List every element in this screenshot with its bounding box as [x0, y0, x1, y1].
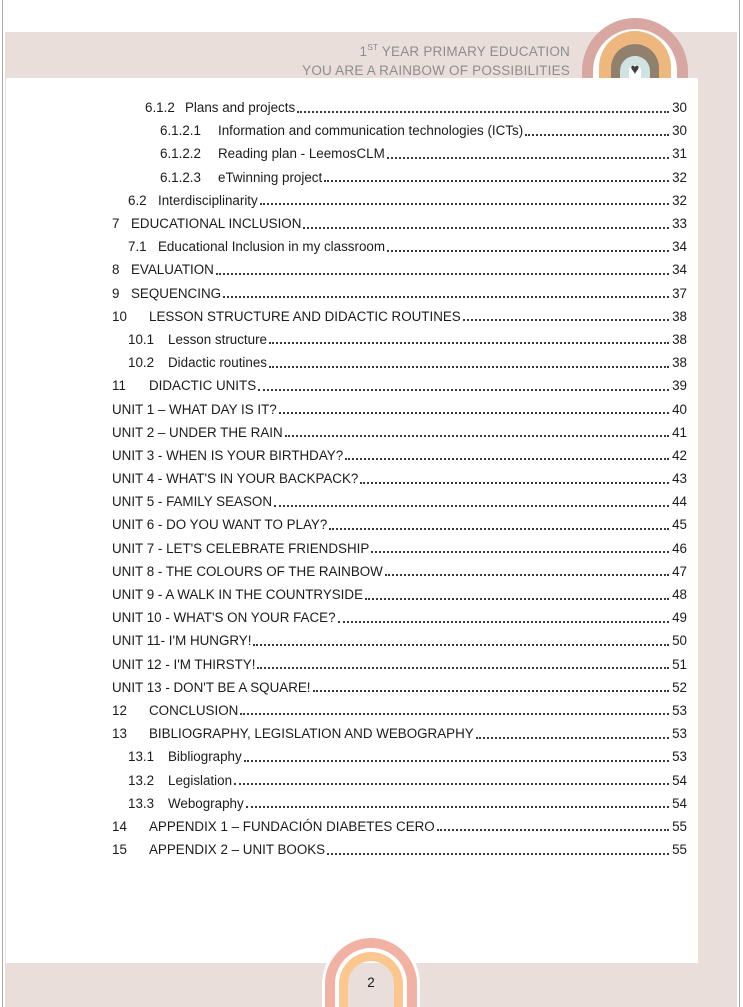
page-edge-right	[739, 0, 740, 1007]
heart-icon: ♥	[630, 61, 640, 78]
toc-entry-title: Bibliography	[168, 749, 242, 765]
toc-entry-page: 38	[672, 331, 687, 347]
toc-entry-title: APPENDIX 1 – FUNDACIÓN DIABETES CERO	[149, 818, 435, 834]
toc-entry-page: 51	[672, 656, 687, 672]
toc-entry-page: 46	[672, 540, 687, 556]
toc-entry-title: UNIT 10 - WHAT'S ON YOUR FACE?	[112, 610, 336, 626]
toc-entry-title: BIBLIOGRAPHY, LEGISLATION AND WEBOGRAPHY	[149, 726, 474, 742]
toc-entry-number: 6.1.2.2	[160, 146, 201, 162]
toc-entry-number: 9	[112, 285, 120, 301]
dot-leader	[274, 505, 669, 507]
toc-entry[interactable]	[112, 328, 687, 351]
dot-leader	[269, 366, 669, 368]
toc-entry-page: 48	[672, 587, 687, 603]
toc-entry[interactable]	[112, 792, 687, 815]
toc-entry-page: 55	[672, 842, 687, 858]
toc-entry[interactable]	[112, 166, 687, 189]
toc-entry-page: 44	[672, 494, 687, 510]
toc-entry[interactable]	[112, 768, 687, 791]
toc-entry-page: 33	[672, 216, 687, 232]
header-title-line2: YOU ARE A RAINBOW OF POSSIBILITIES	[302, 62, 570, 78]
toc-entry[interactable]	[112, 467, 687, 490]
header-title-line1	[302, 38, 570, 62]
dot-leader	[253, 644, 669, 646]
toc-entry-number: 14	[112, 818, 127, 834]
toc-entry-page: 54	[672, 795, 687, 811]
toc-entry-number: 10.1	[128, 331, 155, 347]
toc-entry[interactable]	[112, 374, 687, 397]
toc-entry-page: 38	[672, 308, 687, 324]
toc-entry[interactable]	[112, 119, 687, 142]
toc-entry[interactable]	[112, 258, 687, 281]
dot-leader	[360, 482, 669, 484]
toc-entry-title: Webography	[168, 795, 244, 811]
toc-entry-page: 41	[672, 424, 687, 440]
toc-entry-title: Information and communication technologies (ICTs)	[218, 123, 524, 139]
toc-entry-page: 31	[672, 146, 687, 162]
toc-entry-title: UNIT 7 - LET'S CELEBRATE FRIENDSHIP	[112, 540, 370, 556]
dot-leader	[216, 273, 669, 275]
toc-entry-title: Reading plan - LeemosCLM	[218, 146, 385, 162]
toc-entry-title: Didactic routines	[168, 355, 267, 371]
toc-entry-page: 34	[672, 239, 687, 255]
toc-entry[interactable]	[112, 513, 687, 536]
toc-entry-title: UNIT 2 – UNDER THE RAIN	[112, 424, 283, 440]
dot-leader	[365, 598, 669, 600]
toc-entry[interactable]	[112, 560, 687, 583]
dot-leader	[240, 713, 669, 715]
header-line1-prefix: 1	[359, 44, 368, 59]
toc-entry-title: EVALUATION	[131, 262, 214, 278]
toc-entry-number: 13.1	[128, 749, 155, 765]
toc-entry-page: 38	[672, 355, 687, 371]
dot-leader	[258, 389, 669, 391]
toc-entry-title: eTwinning project	[218, 169, 323, 185]
page-number: 2	[367, 975, 375, 990]
toc-entry[interactable]	[112, 815, 687, 838]
dot-leader	[329, 528, 669, 530]
toc-entry-number: 13.2	[128, 772, 155, 788]
toc-entry[interactable]	[112, 351, 687, 374]
dot-leader	[279, 412, 669, 414]
toc-entry[interactable]	[112, 583, 687, 606]
toc-entry-number: 11	[112, 378, 126, 394]
toc-entry-title: CONCLUSION	[149, 702, 239, 718]
toc-entry-title: Plans and projects	[185, 100, 296, 116]
toc-entry-title: UNIT 12 - I'M THIRSTY!	[112, 656, 256, 672]
toc-entry-title: UNIT 1 – WHAT DAY IS IT?	[112, 401, 277, 417]
dot-leader	[463, 319, 669, 321]
toc-entry-page: 42	[672, 447, 687, 463]
toc-entry-number: 13.3	[128, 795, 155, 811]
toc-entry-number: 7	[112, 216, 120, 232]
toc-entry-title: Legislation	[168, 772, 233, 788]
toc-entry[interactable]	[112, 397, 687, 420]
dot-leader	[297, 111, 669, 113]
toc-entry-title: DIDACTIC UNITS	[149, 378, 257, 394]
toc-entry[interactable]	[112, 676, 687, 699]
dot-leader	[246, 806, 669, 808]
toc-entry-title: Interdisciplinarity	[158, 192, 258, 208]
toc-entry[interactable]	[112, 606, 687, 629]
toc-entry[interactable]	[112, 189, 687, 212]
toc-list	[6, 78, 698, 861]
dot-leader	[437, 829, 669, 831]
toc-entry-title: UNIT 6 - DO YOU WANT TO PLAY?	[112, 517, 328, 533]
dot-leader	[269, 342, 669, 344]
toc-entry[interactable]	[112, 537, 687, 560]
toc-entry[interactable]	[112, 235, 687, 258]
toc-entry-page: 40	[672, 401, 687, 417]
dot-leader	[234, 783, 669, 785]
toc-entry[interactable]	[112, 653, 687, 676]
toc-entry[interactable]	[112, 629, 687, 652]
toc-entry-title: UNIT 5 - FAMILY SEASON	[112, 494, 272, 510]
dot-leader	[338, 621, 670, 623]
toc-entry-number: 8	[112, 262, 120, 278]
toc-entry-number: 10	[112, 308, 127, 324]
toc-entry-number: 6.2	[128, 192, 147, 208]
toc-entry-page: 53	[672, 749, 687, 765]
toc-entry-number: 7.1	[128, 239, 147, 255]
toc-entry-page: 53	[672, 726, 687, 742]
toc-entry-title: APPENDIX 2 – UNIT BOOKS	[149, 842, 326, 858]
toc-entry-title: Educational Inclusion in my classroom	[158, 239, 386, 255]
header-line1-rest: YEAR PRIMARY EDUCATION	[378, 44, 570, 59]
toc-entry-page: 37	[672, 285, 687, 301]
toc-entry-page: 49	[672, 610, 687, 626]
toc-entry-page: 30	[672, 123, 687, 139]
dot-leader	[371, 551, 669, 553]
footer-rainbow	[325, 938, 417, 1007]
toc-entry-number: 6.1.2.1	[160, 123, 201, 139]
dot-leader	[244, 760, 669, 762]
toc-content	[6, 78, 698, 963]
toc-entry[interactable]	[112, 96, 687, 119]
dot-leader	[223, 296, 669, 298]
dot-leader	[260, 203, 669, 205]
toc-entry-number: 10.2	[128, 355, 155, 371]
toc-entry[interactable]	[112, 444, 687, 467]
toc-entry-page: 32	[672, 192, 687, 208]
toc-entry[interactable]	[112, 722, 687, 745]
toc-entry-title: UNIT 9 - A WALK IN THE COUNTRYSIDE	[112, 587, 364, 603]
toc-entry[interactable]	[112, 305, 687, 328]
running-header	[302, 38, 570, 80]
toc-entry-title: SEQUENCING	[131, 285, 222, 301]
toc-entry[interactable]	[112, 838, 687, 861]
dot-leader	[525, 134, 669, 136]
dot-leader	[385, 574, 669, 576]
toc-entry-page: 54	[672, 772, 687, 788]
dot-leader	[387, 250, 669, 252]
dot-leader	[313, 690, 670, 692]
toc-entry-number: 6.1.2	[145, 100, 175, 116]
toc-entry-title: UNIT 3 - WHEN IS YOUR BIRTHDAY?	[112, 447, 344, 463]
toc-entry-page: 55	[672, 818, 687, 834]
toc-entry[interactable]	[112, 490, 687, 513]
toc-entry[interactable]	[112, 282, 687, 305]
toc-entry[interactable]	[112, 212, 687, 235]
dot-leader	[257, 667, 669, 669]
toc-entry-page: 50	[672, 633, 687, 649]
dot-leader	[303, 227, 669, 229]
toc-entry-number: 12	[112, 702, 127, 718]
toc-entry-number: 13	[112, 726, 127, 742]
dot-leader	[387, 157, 669, 159]
toc-entry-page: 52	[672, 679, 687, 695]
toc-entry-title: EDUCATIONAL INCLUSION	[131, 216, 302, 232]
toc-entry[interactable]	[112, 421, 687, 444]
dot-leader	[345, 458, 669, 460]
toc-entry-title: Lesson structure	[168, 331, 267, 347]
header-line1-superscript: ST	[367, 42, 379, 52]
toc-entry[interactable]	[112, 699, 687, 722]
page-edge-left	[2, 0, 3, 1007]
toc-entry-page: 53	[672, 702, 687, 718]
toc-entry-page: 30	[672, 100, 687, 116]
toc-entry-number: 15	[112, 842, 127, 858]
toc-entry-page: 47	[672, 563, 687, 579]
toc-entry-page: 45	[672, 517, 687, 533]
toc-entry-title: UNIT 4 - WHAT'S IN YOUR BACKPACK?	[112, 471, 359, 487]
toc-entry-page: 39	[672, 378, 687, 394]
toc-entry-title: UNIT 11- I'M HUNGRY!	[112, 633, 252, 649]
dot-leader	[324, 180, 669, 182]
toc-entry-title: UNIT 13 - DON'T BE A SQUARE!	[112, 679, 311, 695]
toc-entry-title: LESSON STRUCTURE AND DIDACTIC ROUTINES	[149, 308, 461, 324]
toc-entry-page: 32	[672, 169, 687, 185]
toc-entry-number: 6.1.2.3	[160, 169, 201, 185]
toc-entry[interactable]	[112, 142, 687, 165]
toc-entry-page: 43	[672, 471, 687, 487]
toc-entry-page: 34	[672, 262, 687, 278]
toc-entry-title: UNIT 8 - THE COLOURS OF THE RAINBOW	[112, 563, 383, 579]
dot-leader	[327, 853, 669, 855]
dot-leader	[285, 435, 669, 437]
toc-entry[interactable]	[112, 745, 687, 768]
dot-leader	[476, 737, 669, 739]
